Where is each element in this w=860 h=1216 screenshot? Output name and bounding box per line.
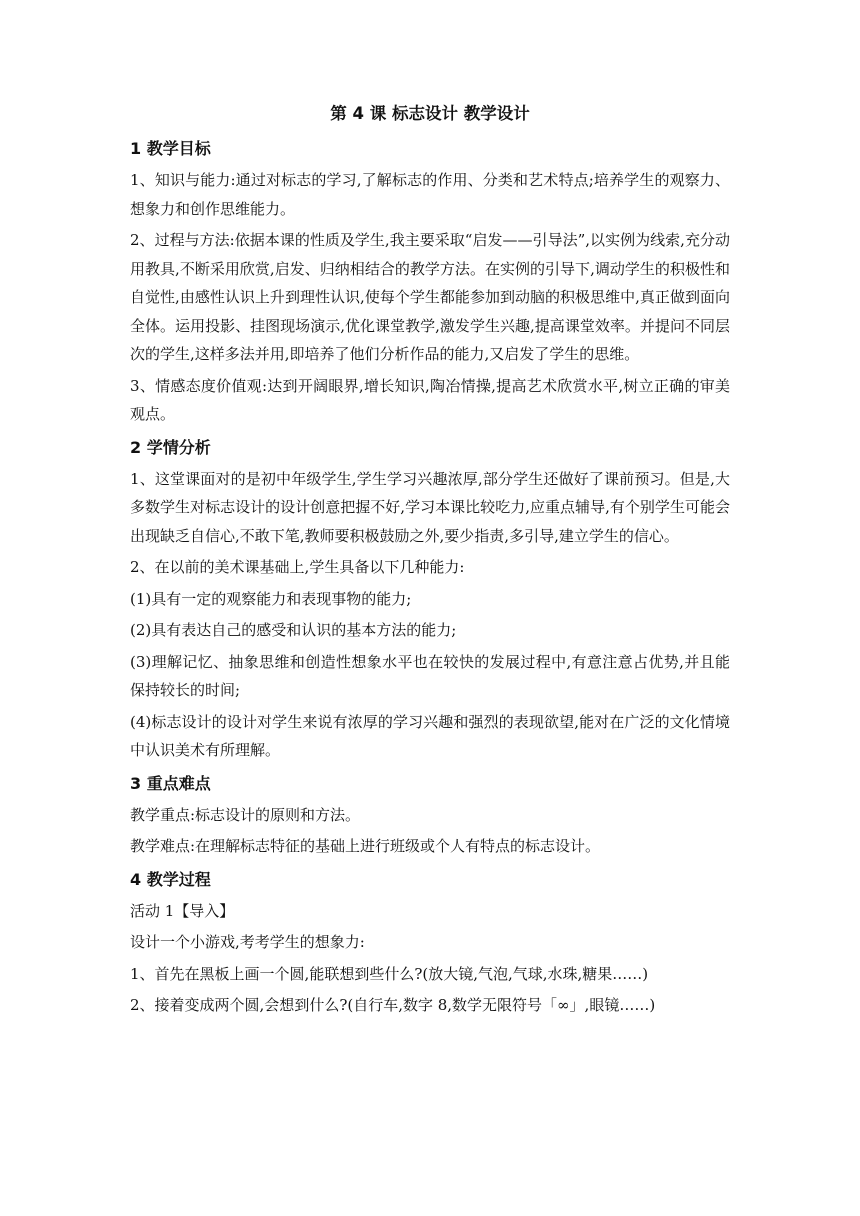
section-heading-analysis: 2 学情分析 [130,437,211,457]
list-item: (1)具有一定的观察能力和表现事物的能力; [130,589,412,608]
paragraph: 3、情感态度价值观:达到开阔眼界,增长知识,陶冶情操,提高艺术欣赏水平,树立正确的审美观点。 [130,376,730,423]
list-item: (4)标志设计的设计对学生来说有浓厚的学习兴趣和强烈的表现欲望,能对在广泛的文化情境中认识美术有所理解。 [130,712,730,759]
paragraph: 2、在以前的美术课基础上,学生具备以下几种能力: [130,558,465,576]
section-heading-key-points: 3 重点难点 [130,773,211,793]
document-page [130,100,730,1023]
paragraph: 教学难点:在理解标志特征的基础上进行班级或个人有特点的标志设计。 [130,837,601,855]
paragraph: 2、过程与方法:依据本课的性质及学生,我主要采取“启发——引导法”,以实例为线索,充分动用教具,不断采用欣赏,启发、归纳相结合的教学方法。在实例的引导下,调动学生的积极性和自觉性,由感性认识上升到理性认识,使每个学生都能参加到动脑的积极思维中,真正做到面向全体。运用投影、挂图现场演示,优化课堂教学,激发学生兴趣,提高课堂效率。并提问不同层次的学生,这样多法并用,即培养了他们分析作品的能力,又启发了学生的思维。 [130,231,730,363]
list-item: (3)理解记忆、抽象思维和创造性想象水平也在较快的发展过程中,有意注意占优势,并且能保持较长的时间; [130,652,730,699]
list-item: 2、接着变成两个圆,会想到什么?(自行车,数字 8,数学无限符号「∞」,眼镜……) [130,996,656,1014]
paragraph: 1、知识与能力:通过对标志的学习,了解标志的作用、分类和艺术特点;培养学生的观察力、想象力和创作思维能力。 [130,171,730,218]
activity-label: 活动 1【导入】 [130,901,235,920]
section-heading-process: 4 教学过程 [130,869,211,889]
paragraph: 设计一个小游戏,考考学生的想象力: [130,933,365,951]
paragraph: 教学重点:标志设计的原则和方法。 [130,805,361,824]
list-item: (2)具有表达自己的感受和认识的基本方法的能力; [130,621,457,639]
paragraph: 1、这堂课面对的是初中年级学生,学生学习兴趣浓厚,部分学生还做好了课前预习。但是,大多数学生对标志设计的设计创意把握不好,学习本课比较吃力,应重点辅导,有个别学生可能会出现缺乏自信心,不敢下笔,教师要积极鼓励之外,要少指责,多引导,建立学生的信心。 [130,469,730,545]
section-heading-objectives: 1 教学目标 [130,139,211,158]
document-title: 第 4 课 标志设计 教学设计 [330,104,530,123]
list-item: 1、首先在黑板上画一个圆,能联想到些什么?(放大镜,气泡,气球,水珠,糖果……) [130,964,649,983]
